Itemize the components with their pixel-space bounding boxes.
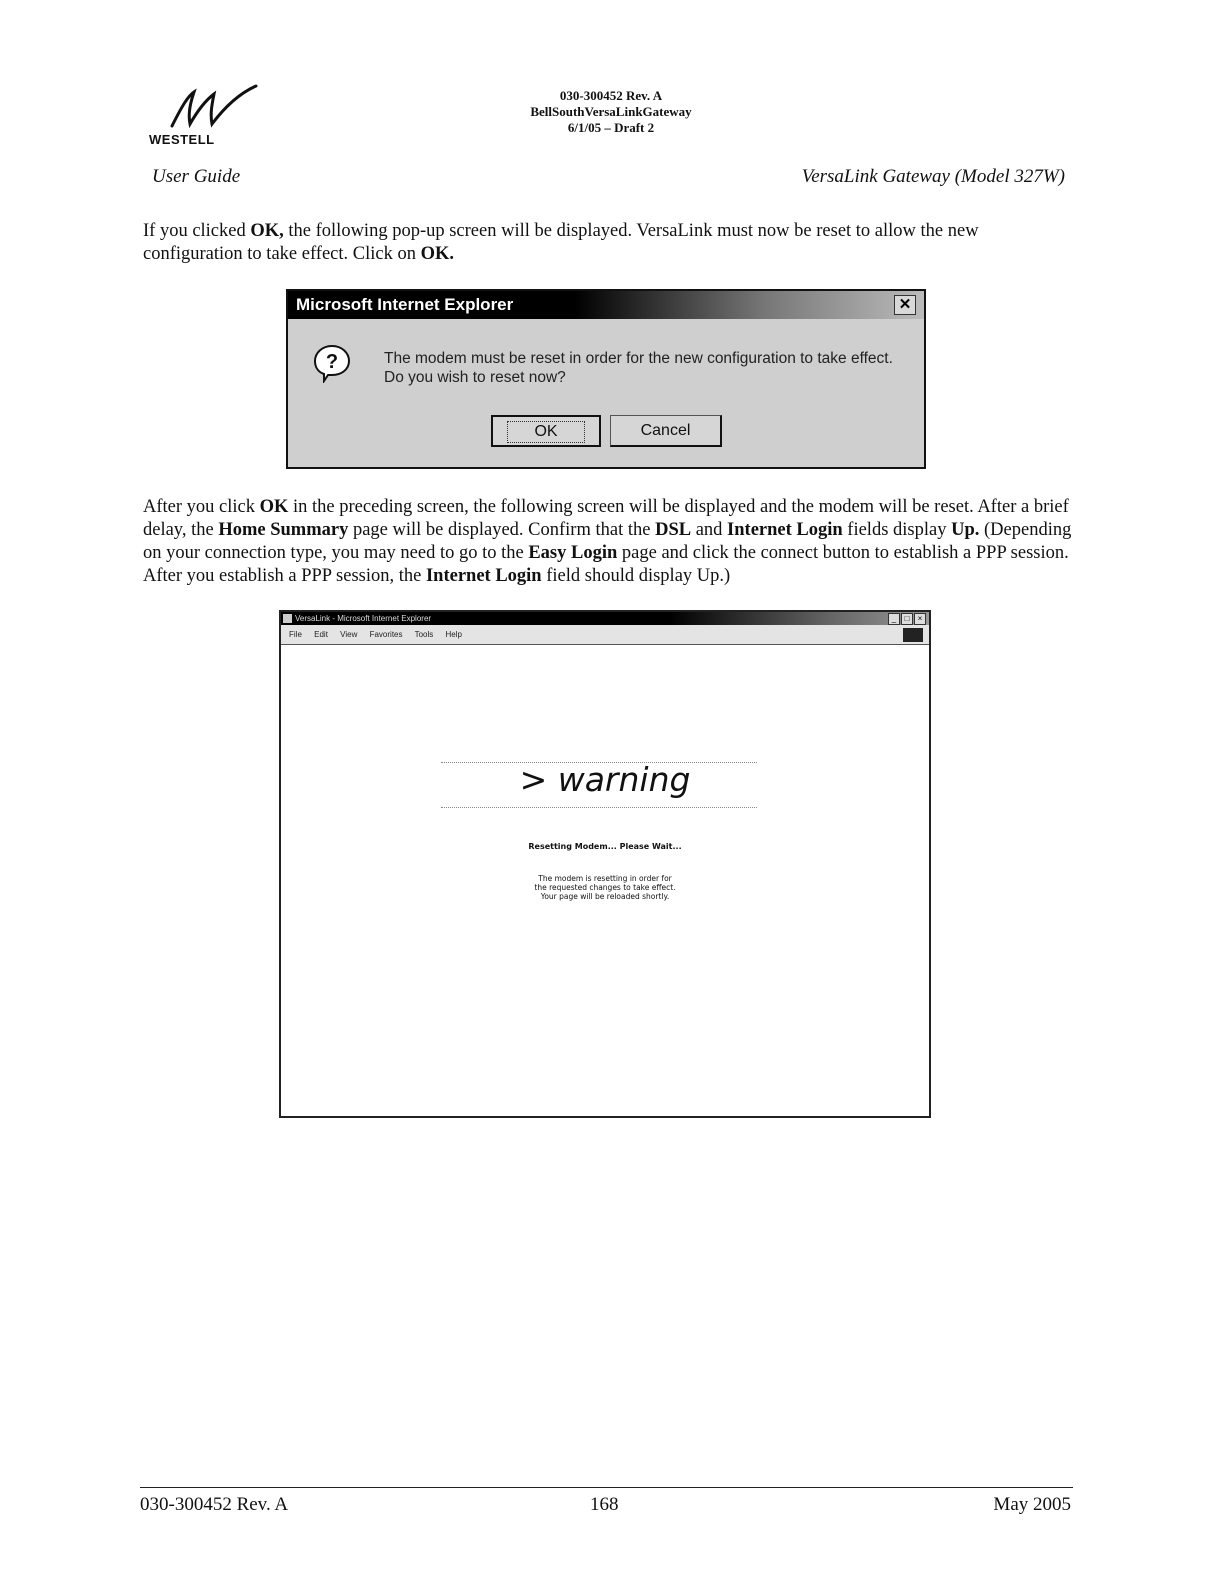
divider [441, 807, 757, 808]
reset-message-line: the requested changes to take effect. [534, 883, 676, 892]
close-icon[interactable]: × [914, 613, 926, 625]
ok-label: OK [507, 421, 584, 443]
footer-rule [140, 1487, 1073, 1488]
doc-header [0, 88, 1222, 136]
text: fields display [842, 520, 952, 540]
bold-text: Internet Login [425, 566, 542, 586]
window-controls [888, 613, 926, 625]
header-left-title: User Guide [152, 166, 241, 187]
text: (Depending on your connection type, you may need to go to the [143, 520, 1072, 563]
bold-text: OK. [420, 244, 454, 264]
bold-text: OK [259, 497, 289, 517]
bold-text: Home Summary [218, 520, 349, 540]
reset-title: Resetting Modem... Please Wait... [528, 842, 682, 851]
reset-message-line: Your page will be reloaded shortly. [540, 892, 670, 901]
reset-message [281, 874, 929, 901]
windows-logo-icon [903, 628, 923, 642]
text: After you click [143, 497, 260, 517]
menu-favorites[interactable]: Favorites [369, 630, 403, 639]
bold-text: DSL [655, 520, 692, 540]
browser-title: VersaLink - Microsoft Internet Explorer [281, 612, 929, 625]
text: the following pop-up screen will be displayed. VersaLink must now be reset to allow the new configuration to take effect. Click on [143, 221, 979, 264]
dialog-title: Microsoft Internet Explorer [288, 291, 924, 319]
doc-number: 030-300452 Rev. A [559, 88, 663, 103]
cancel-button[interactable]: Cancel [610, 415, 722, 447]
logo-text: WESTELL [149, 132, 215, 147]
close-icon[interactable]: ✕ [894, 295, 916, 315]
menu-view[interactable]: View [340, 630, 358, 639]
doc-name: BellSouthVersaLinkGateway [530, 104, 692, 119]
question-icon [312, 343, 352, 383]
bold-text: Up. [951, 520, 980, 540]
menu-help[interactable]: Help [445, 630, 462, 639]
ie-confirm-dialog [286, 289, 926, 469]
text: page and click the connect button to establish a PPP session. After you establish a PPP session, the [143, 543, 1069, 586]
paragraph-1 [143, 220, 1073, 266]
menu-bar [281, 625, 929, 645]
bold-text: OK, [250, 221, 284, 241]
bold-text: Internet Login [727, 520, 843, 540]
menu-tools[interactable]: Tools [414, 630, 434, 639]
text: in the preceding screen, the following screen will be displayed and the modem will be reset. After a brief delay, the [143, 497, 1069, 540]
dialog-message-line: Do you wish to reset now? [384, 369, 566, 386]
footer-date: May 2005 [993, 1494, 1071, 1515]
menu-edit[interactable]: Edit [314, 630, 328, 639]
text: field should display Up.) [541, 566, 731, 586]
minimize-icon[interactable]: _ [888, 613, 900, 625]
doc-date: 6/1/05 – Draft 2 [567, 120, 655, 135]
page-number: 168 [590, 1494, 619, 1515]
browser-window [279, 610, 931, 1118]
reset-message-line: The modem is resetting in order for [538, 874, 672, 883]
bold-text: Easy Login [528, 543, 618, 563]
text: page will be displayed. Confirm that the [348, 520, 656, 540]
dialog-message [384, 349, 893, 387]
ie-icon [283, 614, 292, 623]
ok-button[interactable] [491, 415, 601, 447]
footer-doc-number: 030-300452 Rev. A [140, 1494, 289, 1515]
dialog-message-line: The modem must be reset in order for the new configuration to take effect. [384, 350, 893, 367]
paragraph-2 [143, 496, 1073, 588]
maximize-icon[interactable]: □ [901, 613, 913, 625]
menu-file[interactable]: File [289, 630, 302, 639]
header-right-title: VersaLink Gateway (Model 327W) [801, 166, 1065, 187]
text: If you clicked [143, 221, 251, 241]
warning-heading: > warning [519, 760, 691, 799]
text: and [691, 520, 728, 540]
svg-text:?: ? [325, 351, 339, 373]
